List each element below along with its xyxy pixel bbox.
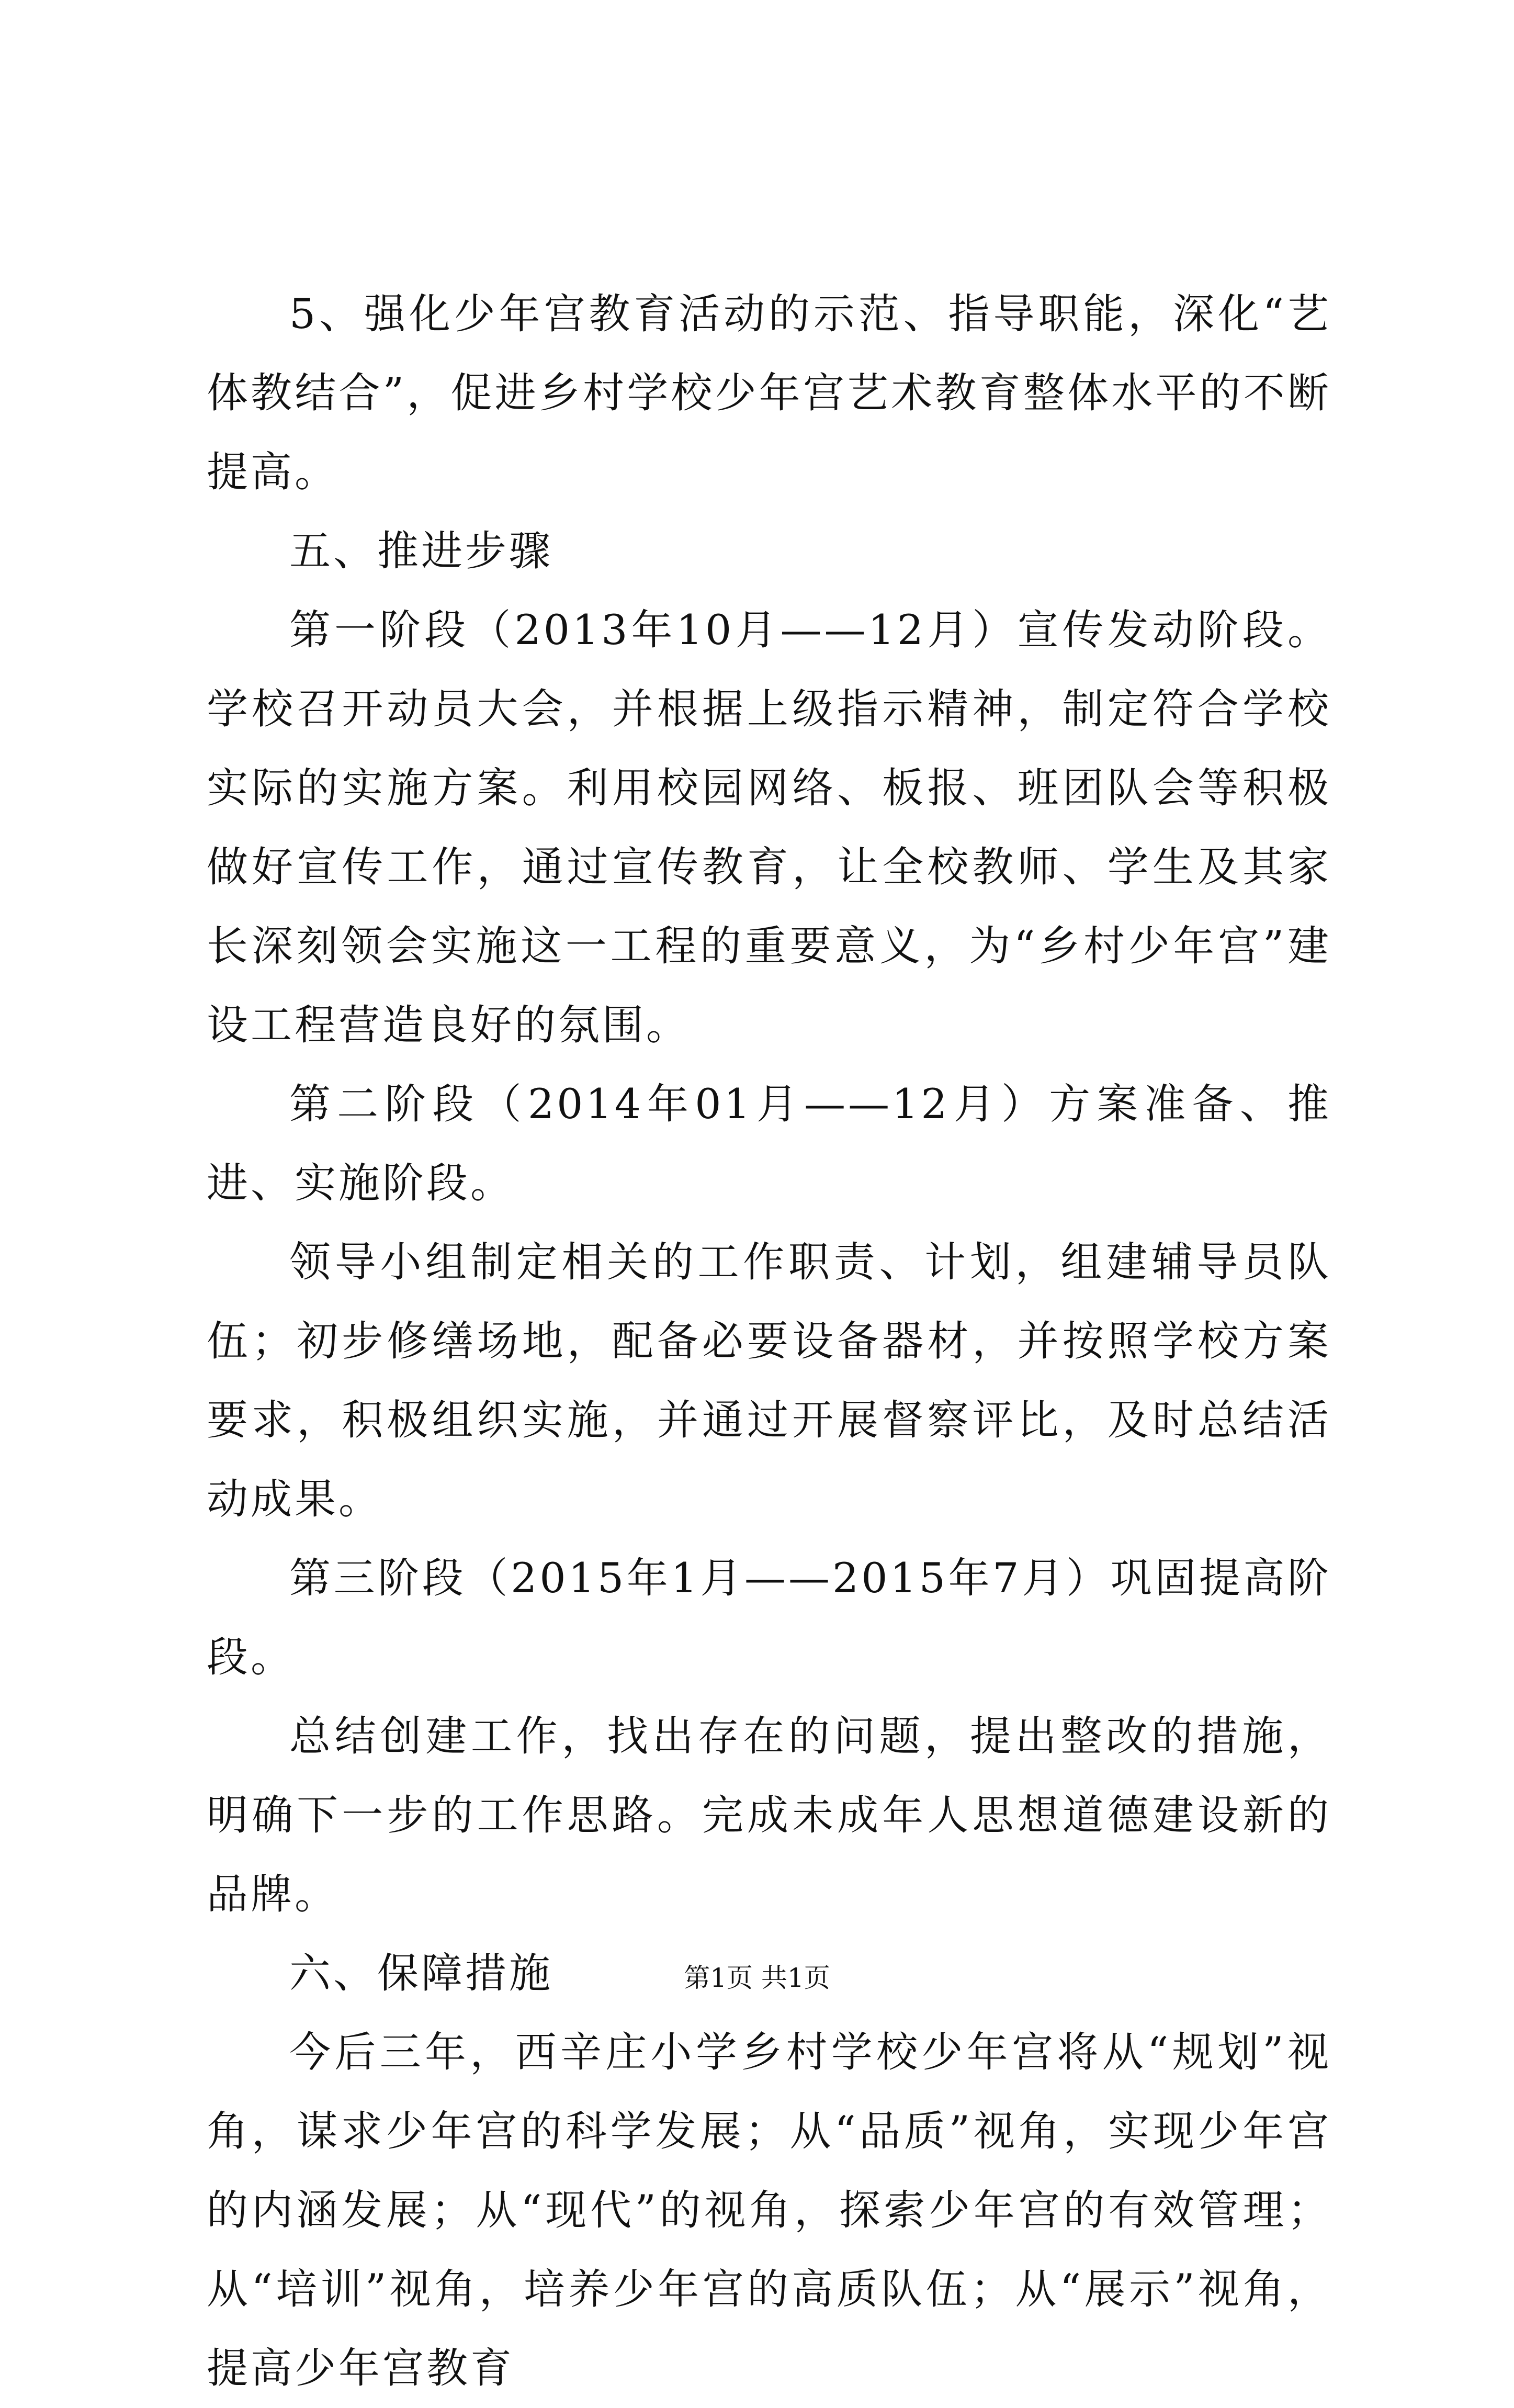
- paragraph-leadership-group: 领导小组制定相关的工作职责、计划，组建辅导员队伍；初步修缮场地，配备必要设备器材，并按照学校方案要求，积极组织实施，并通过开展督察评比，及时总结活动成果。: [207, 1238, 1331, 1523]
- paragraph-item-5: 5、强化少年宫教育活动的示范、指导职能，深化“艺体教结合”，促进乡村学校少年宫艺术教育整体水平的不断提高。: [207, 290, 1331, 496]
- section-heading-steps: 五、推进步骤: [289, 527, 553, 575]
- section-heading-measures: 六、保障措施: [289, 1949, 553, 1997]
- paragraph-stage-three: 第三阶段（2015年1月——2015年7月）巩固提高阶段。: [207, 1554, 1331, 1681]
- document-body: [207, 275, 1331, 2408]
- paragraph-summary: 总结创建工作，找出存在的问题，提出整改的措施，明确下一步的工作思路。完成未成年人思想道德建设新的品牌。: [207, 1712, 1331, 1918]
- paragraph-three-years: 今后三年，西辛庄小学乡村学校少年宫将从“规划”视角，谋求少年宫的科学发展；从“品质”视角，实现少年宫的内涵发展；从“现代”的视角，探索少年宫的有效管理；从“培训”视角，培养少年宫的高质队伍；从“展示”视角，提高少年宫教育: [207, 2028, 1331, 2392]
- paragraph-stage-one: 第一阶段（2013年10月——12月）宣传发动阶段。学校召开动员大会，并根据上级指示精神，制定符合学校实际的实施方案。利用校园网络、板报、班团队会等积极做好宣传工作，通过宣传教育，让全校教师、学生及其家长深刻领会实施这一工程的重要意义，为“乡村少年宫”建设工程营造良好的氛围。: [207, 606, 1331, 1049]
- paragraph-stage-two: 第二阶段（2014年01月——12月）方案准备、推进、实施阶段。: [207, 1080, 1331, 1207]
- page-footer: 第1页 共1页: [684, 1963, 830, 1993]
